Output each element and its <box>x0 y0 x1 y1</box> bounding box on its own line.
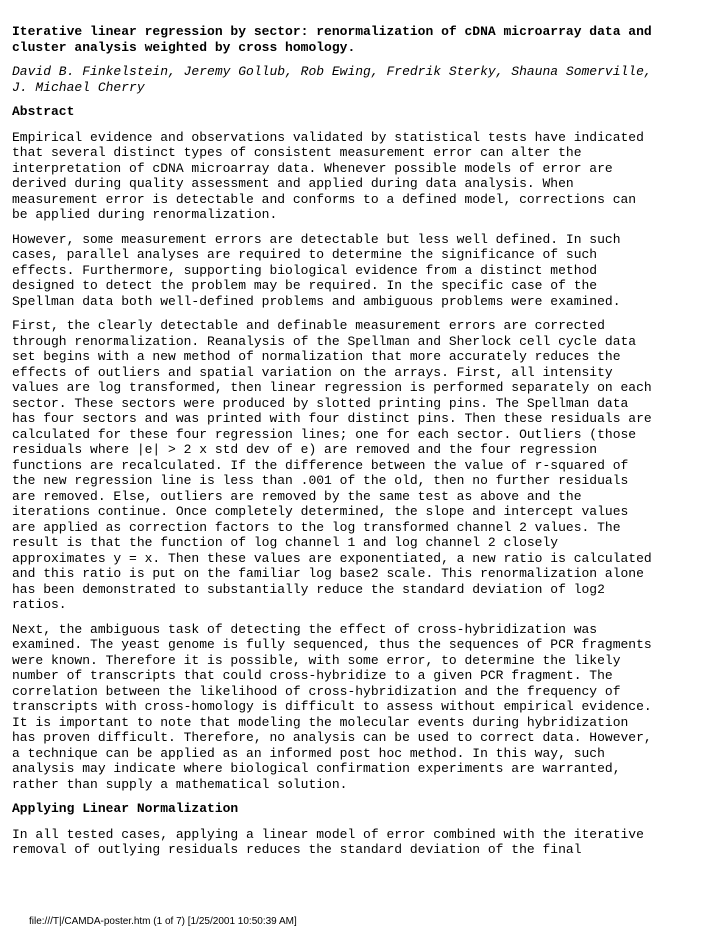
linear-normalization-paragraph-1: In all tested cases, applying a linear model of error combined with the iterative removal of outlying residuals reduces the standard deviation of the final <box>12 826 644 857</box>
abstract-paragraph-3: First, the clearly detectable and definable measurement errors are corrected through renormalization. Reanalysis of the Spellman and Sherlock cell cycle data set begins with a new method of normalization that more accurately reduces the effects of outliers and spatial variation on the arrays. First, all intensity values are log transformed, then linear regression is performed separately on each sector. These sectors were produced by slotted printing pins. The Spellman data has four sectors and was printed with four distinct pins. Then these residuals are calculated for these four regression lines; one for each sector. Outliers (those residuals where |e| > 2 x std dev of e) are removed and the four regression functions are recalculated. If the difference between the value of r-squared of the new regression line is less than .001 of the old, then no further residuals are removed. Else, outliers are removed by the same test as above and the iterations continue. Once completely determined, the slope and intercept values are applied as correction factors to the log transformed channel 2 values. The result is that the function of log channel 1 and log channel 2 closely approximates y = x. Then these values are exponentiated, a new ratio is calculated and this ratio is put on the familiar log base2 scale. This renormalization alone has been demonstrated to substantially reduce the standard deviation of log2 ratios. <box>12 318 652 612</box>
abstract-paragraph-1: Empirical evidence and observations validated by statistical tests have indicated that several distinct types of consistent measurement error can alter the interpretation of cDNA microarray data. Whenever possible models of error are derived during quality assessment and applied during data analysis. When measurement error is detectable and conforms to a defined model, corrections can be applied during renormalization. <box>12 129 644 222</box>
document-title: Iterative linear regression by sector: renormalization of cDNA microarray data and cluster analysis weighted by cross homology. <box>12 24 652 55</box>
page-footer: file:///T|/CAMDA-poster.htm (1 of 7) [1/25/2001 10:50:39 AM] <box>29 916 297 927</box>
abstract-paragraph-2: However, some measurement errors are detectable but less well defined. In such cases, parallel analyses are required to determine the significance of such effects. Furthermore, supporting biological evidence from a distinct method designed to detect the problem may be required. In the specific case of the Spellman data both well-defined problems and ambiguous problems were examined. <box>12 231 621 309</box>
document-body <box>12 24 712 867</box>
section-heading-abstract: Abstract <box>12 104 75 119</box>
section-heading-applying-linear-normalization: Applying Linear Normalization <box>12 801 239 816</box>
abstract-paragraph-4: Next, the ambiguous task of detecting the effect of cross-hybridization was examined. The yeast genome is fully sequenced, thus the sequences of PCR fragments were known. Therefore it is possible, with some error, to determine the likely number of transcripts that could cross-hybridize to a given PCR fragment. The correlation between the likelihood of cross-hybridization and the frequency of transcripts with cross-homology is difficult to assess without empirical evidence. It is important to note that modeling the molecular events during hybridization has proven difficult. Therefore, no analysis can be used to correct data. However, a technique can be applied as an informed post hoc method. In this way, such analysis may indicate where biological confirmation experiments are warranted, rather than supply a mathematical solution. <box>12 621 652 792</box>
author-list: David B. Finkelstein, Jeremy Gollub, Rob Ewing, Fredrik Sterky, Shauna Somerville, J. Michael Cherry <box>12 64 652 95</box>
